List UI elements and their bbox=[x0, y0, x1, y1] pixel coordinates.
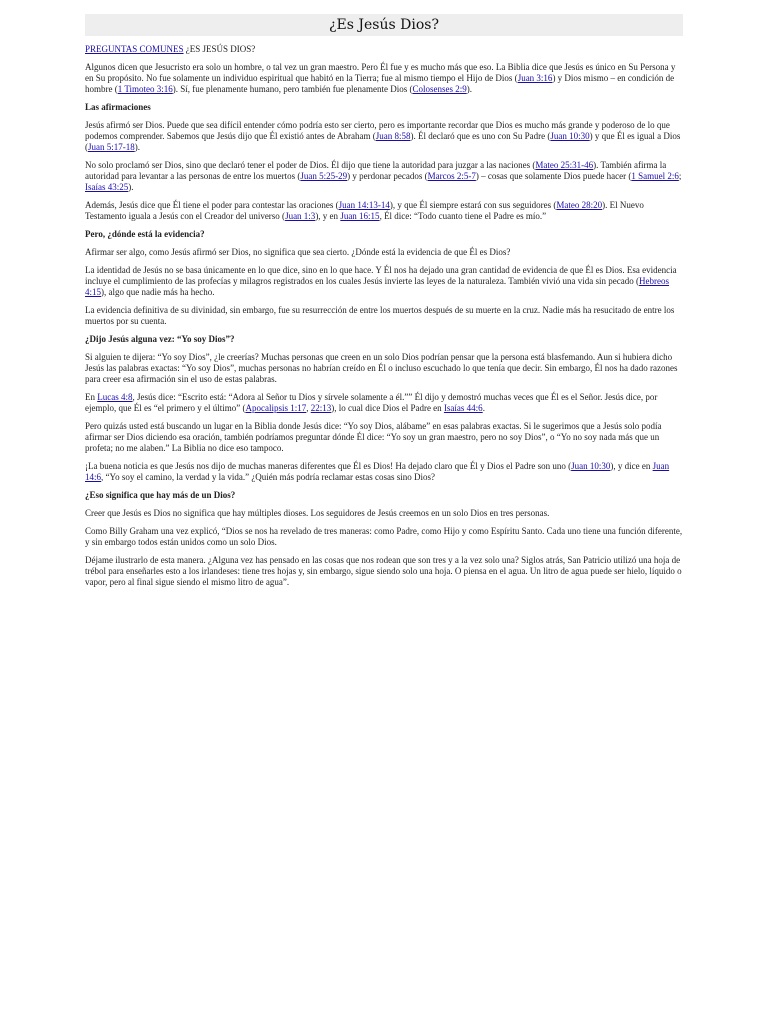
paragraph-text: ) y Dios mismo – en condición de hombre ( bbox=[85, 73, 675, 94]
scripture-reference-link[interactable]: Juan 16:15 bbox=[340, 211, 380, 221]
paragraph-text: La identidad de Jesús no se basa únicamente en lo que dice, sino en lo que hace. Y Él nos ha dejado una gran cantidad de evidencia de que Él es Dios. Esa evidencia incluye el cumplimiento de las profecías y milagros registrados en los cuales Jesús invierte las leyes de la naturaleza. También vivió una vida sin pecado ( bbox=[85, 265, 677, 286]
scripture-reference-link[interactable]: Juan 1:3 bbox=[285, 211, 316, 221]
scripture-reference-link[interactable]: Marcos 2:5-7 bbox=[427, 171, 476, 181]
paragraph-text: ) – cosas que solamente Dios puede hacer ( bbox=[475, 171, 632, 181]
scripture-reference-link[interactable]: 1 Samuel 2:6 bbox=[631, 171, 679, 181]
breadcrumb-current: ¿ES JESÚS DIOS? bbox=[183, 44, 256, 54]
paragraph-text: . bbox=[482, 403, 485, 413]
paragraph-text: Jesús afirmó ser Dios. Puede que sea difícil entender cómo podría esto ser cierto, pero es importante recordar que Dios es mucho más grande y poderoso de lo que podemos comprender. Sabemos que Jesús dijo que Él existió antes de Abraham ( bbox=[85, 120, 670, 141]
paragraph-text: ) y que Él es igual a Dios ( bbox=[85, 131, 681, 152]
scripture-reference-link[interactable]: Juan 10:30 bbox=[571, 461, 611, 471]
scripture-reference-link[interactable]: Juan 14:13-14 bbox=[338, 200, 390, 210]
paragraph bbox=[85, 160, 683, 193]
section-heading bbox=[85, 490, 683, 501]
paragraph-text: ¿Eso significa que hay más de un Dios? bbox=[85, 490, 236, 500]
scripture-reference-link[interactable]: Mateo 25:31-46 bbox=[535, 160, 594, 170]
breadcrumb-link-preguntas-comunes[interactable]: PREGUNTAS COMUNES bbox=[85, 44, 184, 54]
paragraph-text: Además, Jesús dice que Él tiene el poder para contestar las oraciones ( bbox=[85, 200, 339, 210]
paragraph-text: , bbox=[306, 403, 311, 413]
scripture-reference-link[interactable]: Apocalipsis 1:17 bbox=[245, 403, 307, 413]
scripture-reference-link[interactable]: Juan 10:30 bbox=[550, 131, 590, 141]
paragraph-text: ), y en bbox=[315, 211, 341, 221]
paragraph bbox=[85, 62, 683, 95]
section-heading bbox=[85, 229, 683, 240]
document-page bbox=[85, 14, 683, 595]
paragraph-text: , “Yo soy el camino, la verdad y la vida.” ¿Quién más podría reclamar estas cosas sino Dios? bbox=[101, 472, 436, 482]
paragraph-text: ). También afirma la autoridad para levantar a las personas de entre los muertos ( bbox=[85, 160, 667, 181]
paragraph-text: , Jesús dice: “Escrito está: “Adora al Señor tu Dios y sírvele solamente a él.”” Él dijo y demostró muchas veces que Él es el Señor. Jesús dice, por ejemplo, que Él es “el primero y el último” ( bbox=[85, 392, 658, 413]
paragraph-text: Si alguien te dijera: “Yo soy Dios”, ¿le creerías? Muchas personas que creen en un solo Dios podrían pensar que la persona está blasfemando. Aun si hubiera dicho Jesús las palabras exactas: “Yo soy Dios”, muchas personas no habrían creído en Él o incluso escuchado lo que tenía que decir. Sin embargo, Él nos ha dado razones para creer esa afirmación sin el uso de estas palabras. bbox=[85, 352, 678, 384]
paragraph-text: ) y perdonar pecados ( bbox=[347, 171, 428, 181]
paragraph-text: ). bbox=[466, 84, 472, 94]
paragraph-text: ). El Nuevo Testamento iguala a Jesús con el Creador del universo ( bbox=[85, 200, 644, 221]
paragraph bbox=[85, 120, 683, 153]
article-body bbox=[85, 44, 683, 588]
paragraph-text: Como Billy Graham una vez explicó, “Dios se nos ha revelado de tres maneras: como Padre, como Hijo y como Espíritu Santo. Cada uno tiene una función diferente, y sin embargo todos están unidos como un solo Dios. bbox=[85, 526, 683, 547]
breadcrumb bbox=[85, 44, 683, 55]
paragraph bbox=[85, 392, 683, 414]
paragraph bbox=[85, 508, 683, 519]
paragraph-text: ; bbox=[678, 171, 682, 181]
paragraph-text: ¿Dijo Jesús alguna vez: “Yo soy Dios”? bbox=[85, 334, 235, 344]
paragraph bbox=[85, 526, 683, 548]
paragraph-text: ). bbox=[128, 182, 134, 192]
paragraph bbox=[85, 305, 683, 327]
scripture-reference-link[interactable]: Mateo 28:20 bbox=[556, 200, 603, 210]
paragraph bbox=[85, 555, 683, 588]
scripture-reference-link[interactable]: Juan 5:25-29 bbox=[300, 171, 348, 181]
paragraph bbox=[85, 421, 683, 454]
scripture-reference-link[interactable]: Juan 14:6 bbox=[85, 461, 670, 482]
scripture-reference-link[interactable]: Lucas 4:8 bbox=[97, 392, 133, 402]
scripture-reference-link[interactable]: 1 Timoteo 3:16 bbox=[117, 84, 173, 94]
paragraph-text: Pero, ¿dónde está la evidencia? bbox=[85, 229, 205, 239]
paragraph-text: ), y que Él siempre estará con sus seguidores ( bbox=[389, 200, 557, 210]
paragraph-text: ), y dice en bbox=[610, 461, 653, 471]
paragraph bbox=[85, 461, 683, 483]
paragraph-text: ), lo cual dice Dios el Padre en bbox=[331, 403, 444, 413]
paragraph bbox=[85, 247, 683, 258]
paragraph-text: , Él dice: “Todo cuanto tiene el Padre es mío.” bbox=[379, 211, 547, 221]
paragraph-text: ). Él declaró que es uno con Su Padre ( bbox=[410, 131, 551, 141]
paragraph-text: Algunos dicen que Jesucristo era solo un hombre, o tal vez un gran maestro. Pero Él fue y es mucho más que eso. La Biblia dice que Jesús es único en Su Persona y en Su propósito. No fue solamente un individuo espiritual que habitó en la Tierra; fue al mismo tiempo el Hijo de Dios ( bbox=[85, 62, 676, 83]
scripture-reference-link[interactable]: Isaías 43:25 bbox=[85, 182, 129, 192]
paragraph bbox=[85, 352, 683, 385]
paragraph-text: No solo proclamó ser Dios, sino que declaró tener el poder de Dios. Él dijo que tiene la autoridad para juzgar a las naciones ( bbox=[85, 160, 536, 170]
section-heading bbox=[85, 334, 683, 345]
paragraph-text: La evidencia definitiva de su divinidad, sin embargo, fue su resurrección de entre los muertos después de su muerte en la cruz. Nadie más ha resucitado de entre los muertos por su cuenta. bbox=[85, 305, 675, 326]
scripture-reference-link[interactable]: Colosenses 2:9 bbox=[412, 84, 467, 94]
paragraph-text: ¡La buena noticia es que Jesús nos dijo de muchas maneras diferentes que Él es Dios! Ha dejado claro que Él y Dios el Padre son uno ( bbox=[85, 461, 572, 471]
scripture-reference-link[interactable]: Isaías 44:6 bbox=[443, 403, 483, 413]
scripture-reference-link[interactable]: 22:13 bbox=[310, 403, 332, 413]
page-title: ¿Es Jesús Dios? bbox=[85, 14, 683, 36]
section-heading bbox=[85, 102, 683, 113]
scripture-reference-link[interactable]: Hebreos 4:15 bbox=[85, 276, 670, 297]
paragraph-text: Déjame ilustrarlo de esta manera. ¿Alguna vez has pensado en las cosas que nos rodean que son tres y a la vez solo una? Siglos atrás, San Patricio utilizó una hoja de trébol para enseñarles esto a los irlandeses: tiene tres hojas y, sin embargo, sigue siendo solo una hoja. O piensa en el agua. Un litro de agua puede ser hielo, líquido o vapor, pero al final sigue siendo el mismo litro de agua”. bbox=[85, 555, 682, 587]
paragraph-text: Las afirmaciones bbox=[85, 102, 151, 112]
paragraph-text: Afirmar ser algo, como Jesús afirmó ser Dios, no significa que sea cierto. ¿Dónde está la evidencia de que Él es Dios? bbox=[85, 247, 511, 257]
scripture-reference-link[interactable]: Juan 5:17-18 bbox=[88, 142, 135, 152]
article-paragraphs bbox=[85, 62, 683, 588]
paragraph-text: ), algo que nadie más ha hecho. bbox=[101, 287, 215, 297]
paragraph-text: Creer que Jesús es Dios no significa que hay múltiples dioses. Los seguidores de Jesús creemos en un solo Dios en tres personas. bbox=[85, 508, 550, 518]
paragraph-text: ). bbox=[134, 142, 140, 152]
paragraph-text: ). Sí, fue plenamente humano, pero también fue plenamente Dios ( bbox=[172, 84, 413, 94]
paragraph bbox=[85, 200, 683, 222]
scripture-reference-link[interactable]: Juan 3:16 bbox=[517, 73, 553, 83]
paragraph bbox=[85, 265, 683, 298]
scripture-reference-link[interactable]: Juan 8:58 bbox=[375, 131, 411, 141]
paragraph-text: En bbox=[85, 392, 98, 402]
paragraph-text: Pero quizás usted está buscando un lugar en la Biblia donde Jesús dice: “Yo soy Dios, alábame” en esas palabras exactas. Si le sugerimos que a Jesús solo podía afirmar ser Dios diciendo esa oración, también podríamos preguntar dónde Él dice: “Yo soy un gran maestro, pero no soy Dios”, o “Yo no soy nada más que un profeta; no me alaben.” La Biblia no dice eso tampoco. bbox=[85, 421, 662, 453]
